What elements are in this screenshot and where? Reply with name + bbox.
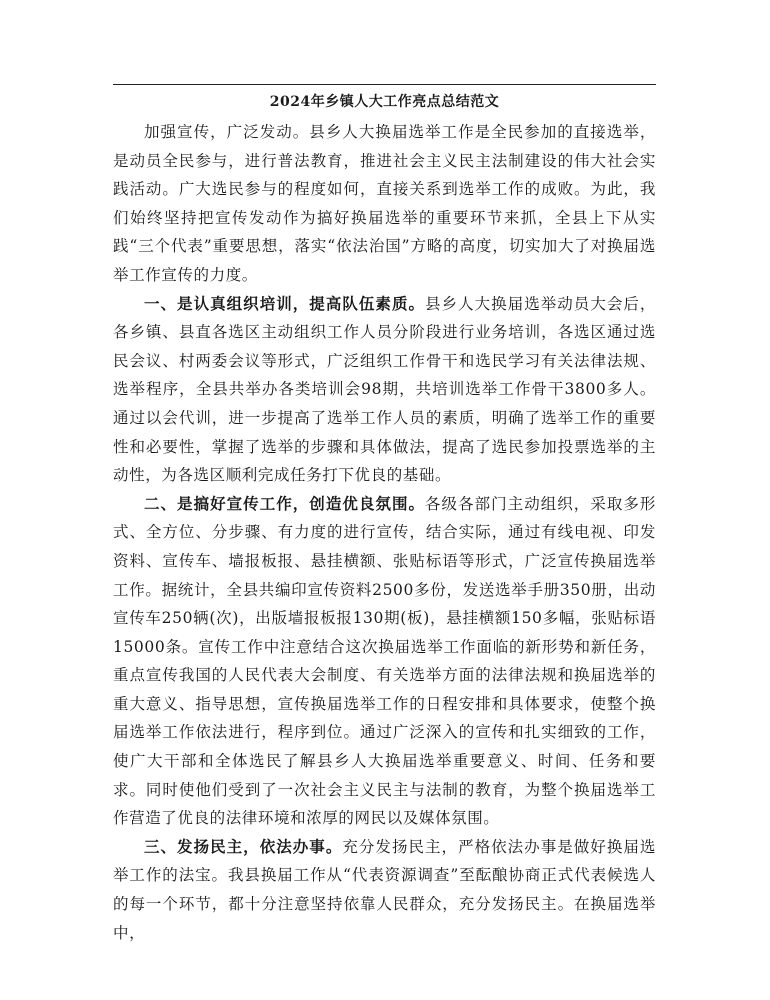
paragraph-text: 各级各部门主动组织，采取多形式、全方位、分步骤、有力度的进行宣传，结合实际，通过有线电视、印发资料、宣传车、墙报板报、悬挂横额、张贴标语等形式，广泛宣传换届选举工作。据统计，全县共编印宣传资料2500多份，发送选举手册350册，出动宣传车250辆(次)，出版墙报板报130期(板)，悬挂横额150多幅，张贴标语15000条。宣传工作中注意结合这次换届选举工作面临的新形势和新任务，重点宣传我国的人民代表大会制度、有关选举方面的法律法规和换届选举的重大意义、指导思想，宣传换届选举工作的日程安排和具体要求，使整个换届选举工作依法进行，程序到位。通过广泛深入的宣传和扎实细致的工作，使广大干部和全体选民了解县乡人大换届选举重要意义、时间、任务和要求。同时使他们受到了一次社会主义民主与法制的教育，为整个换届选举工作营造了优良的法律环境和浓厚的网民以及媒体氛围。: [113, 494, 657, 828]
document-title: 2024年乡镇人大工作亮点总结范文: [269, 94, 500, 110]
paragraph-lead: 二、是搞好宣传工作，创造优良氛围。: [144, 493, 426, 513]
paragraph-text: 充分发扬民主，严格依法办事是做好换届选举工作的法宝。我县换届工作从“代表资源调查”至酝酿协商正式代表候选人的每一个环节，都十分注意坚持依靠人民群众，充分发扬民主。在换届选举中，: [113, 837, 656, 942]
paragraph-text: 加强宣传，广泛发动。县乡人大换届选举工作是全民参加的直接选举，是动员全民参与，进行普法教育，推进社会主义民主法制建设的伟大社会实践活动。广大选民参与的程度如何，直接关系到选举工作的成败。为此，我们始终坚持把宣传发动作为搞好换届选举的重要环节来抓，全县上下从实践“三个代表”重要思想，落实“依法治国”方略的高度，切实加大了对换届选举工作宣传的力度。: [113, 123, 656, 284]
paragraph-text: 县乡人大换届选举动员大会后，各乡镇、县直各选区主动组织工作人员分阶段进行业务培训，各选区通过选民会议、村两委会议等形式，广泛组织工作骨干和选民学习有关法律法规、选举程序，全县共举办各类培训会98期，共培训选举工作骨干3800多人。通过以会代训，进一步提高了选举工作人员的素质，明确了选举工作的重要性和必要性，掌握了选举的步骤和具体做法，提高了选民参加投票选举的主动性，为各选区顺利完成任务打下优良的基础。: [113, 294, 657, 485]
document-body: [113, 118, 656, 947]
paragraph-lead: 三、发扬民主，依法办事。: [144, 836, 343, 856]
paragraph-publicity: [113, 490, 656, 833]
paragraph-intro: [113, 118, 656, 290]
paragraph-training: [113, 290, 656, 490]
header-rule: [113, 84, 656, 85]
paragraph-lead: 一、是认真组织培训，提高队伍素质。: [144, 293, 426, 313]
paragraph-democracy: [113, 833, 656, 947]
